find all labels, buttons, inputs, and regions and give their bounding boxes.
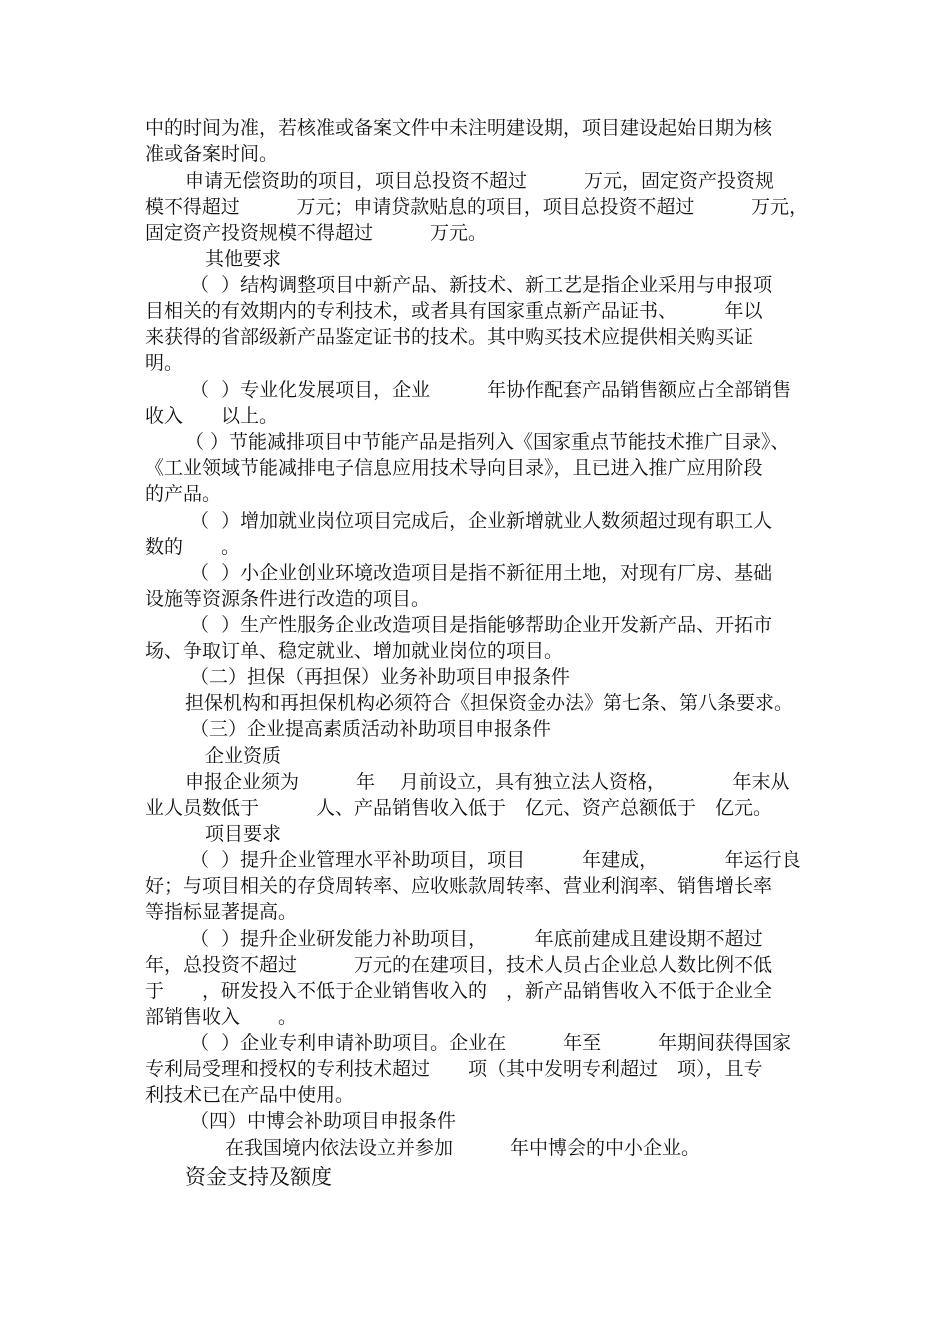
text-line: 部销售收入 。 xyxy=(145,1006,298,1028)
text-line: （ ）专业化发展项目，企业 年协作配套产品销售额应占全部销售 xyxy=(190,379,792,401)
section-heading: 其他要求 xyxy=(205,248,282,270)
text-line: 目相关的有效期内的专利技术，或者具有国家重点新产品证书、 年以 xyxy=(145,300,763,322)
text-line: （ ）小企业创业环境改造项目是指不新征用土地，对现有厂房、基础 xyxy=(190,562,773,584)
text-line: 固定资产投资规模不得超过 万元。 xyxy=(145,222,488,244)
text-line: 收入 以上。 xyxy=(145,405,279,427)
text-line: （ ）企业专利申请补助项目。企业在 年至 年期间获得国家 xyxy=(190,1032,792,1054)
text-line: 场、争取订单、稳定就业、增加就业岗位的项目。 xyxy=(145,640,564,662)
section-heading: （三）企业提高素质活动补助项目申报条件 xyxy=(190,718,552,740)
text-line: （ ）提升企业管理水平补助项目，项目 年建成， 年运行良 xyxy=(190,849,801,871)
text-line: 专利局受理和授权的专利技术超过 项（其中发明专利超过 项），且专 xyxy=(145,1058,763,1080)
text-line: 中的时间为准，若核准或备案文件中未注明建设期，项目建设起始日期为核 xyxy=(145,117,773,139)
section-heading: （二）担保（再担保）业务补助项目申报条件 xyxy=(190,666,571,688)
text-line: 业人员数低于 人、产品销售收入低于 亿元、资产总额低于 亿元。 xyxy=(145,797,773,819)
text-line: 在我国境内依法设立并参加 年中博会的中小企业。 xyxy=(225,1137,701,1159)
text-line: 申报企业须为 年 月前设立，具有独立法人资格， 年末从 xyxy=(185,771,790,793)
text-line: 申请无偿资助的项目，项目总投资不超过 万元，固定资产投资规 xyxy=(185,170,775,192)
section-heading: 企业资质 xyxy=(205,745,282,767)
text-line: 利技术已在产品中使用。 xyxy=(145,1084,355,1106)
text-line: 模不得超过 万元；申请贷款贴息的项目，项目总投资不超过 万元， xyxy=(145,196,809,218)
text-line: 担保机构和再担保机构必须符合《担保资金办法》第七条、第八条要求。 xyxy=(185,692,794,714)
section-heading: 项目要求 xyxy=(205,823,282,845)
text-line: 数的 。 xyxy=(145,536,241,558)
text-line: （ ）生产性服务企业改造项目是指能够帮助企业开发新产品、开拓市 xyxy=(190,614,773,636)
text-line: 的产品。 xyxy=(145,483,222,505)
text-line: 《工业领域节能减排电子信息应用技术导向目录》，且已进入推广应用阶段 xyxy=(145,457,763,479)
text-line: 于 ，研发投入不低于企业销售收入的 ，新产品销售收入不低于企业全 xyxy=(145,980,773,1002)
text-line: （ ）增加就业岗位项目完成后，企业新增就业人数须超过现有职工人 xyxy=(190,510,773,532)
text-line: 好；与项目相关的存贷周转率、应收账款周转率、营业利润率、销售增长率 xyxy=(145,875,773,897)
text-line: 设施等资源条件进行改造的项目。 xyxy=(145,588,431,610)
text-line: （ ）节能减排项目中节能产品是指列入《国家重点节能技术推广目录》、 xyxy=(185,431,790,453)
text-line: 来获得的省部级新产品鉴定证书的技术。其中购买技术应提供相关购买证 xyxy=(145,326,754,348)
section-heading: 资金支持及额度 xyxy=(185,1165,332,1189)
text-line: 明。 xyxy=(145,352,184,374)
section-heading: （四）中博会补助项目申报条件 xyxy=(190,1110,457,1132)
text-line: 等指标显著提高。 xyxy=(145,901,298,923)
text-line: 年，总投资不超过 万元的在建项目，技术人员占企业总人数比例不低 xyxy=(145,954,773,976)
text-line: （ ）提升企业研发能力补助项目， 年底前建成且建设期不超过 xyxy=(190,928,763,950)
text-line: 准或备案时间。 xyxy=(145,143,279,165)
text-line: （ ）结构调整项目中新产品、新技术、新工艺是指企业采用与申报项 xyxy=(190,274,773,296)
